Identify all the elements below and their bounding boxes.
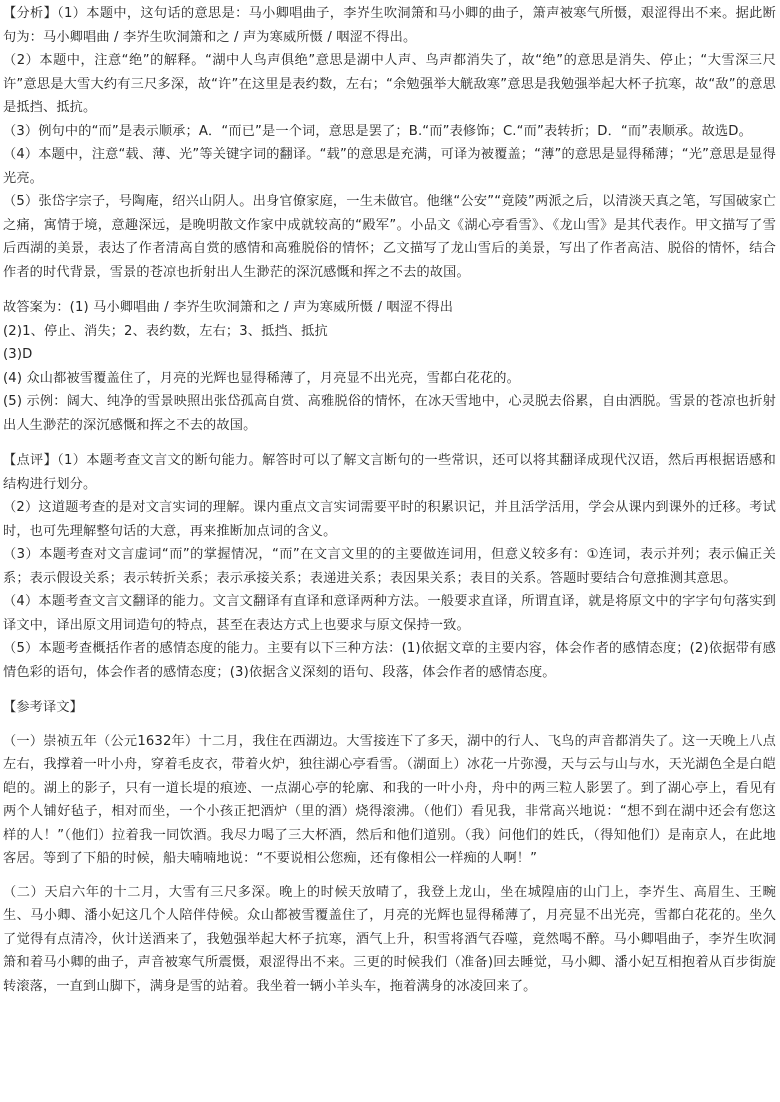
answer-3: (3)D	[3, 347, 33, 362]
answer-1: 故答案为：(1) 马小卿唱曲 / 李岕生吹洞箫和之 / 声为寒威所慑 / 咽涩不得出	[3, 300, 454, 315]
analysis-part-1: 【分析】（1）本题中，这句话的意思是：马小卿唱曲子，李岕生吹洞箫和马小卿的曲子，箫声被寒气所慑，艰涩得出不来。据此断句为：马小卿唱曲 / 李岕生吹洞箫和之 / 声为寒威所慑 / 咽涩不得出。	[3, 6, 776, 45]
comment-part-2: （2）这道题考查的是对文言实词的理解。课内重点文言实词需要平时的积累识记，并且活学活用，学会从课内到课外的迁移。考试时，也可先理解整句话的大意，再来推断加点词的含义。	[3, 500, 776, 539]
comment-part-5: （5）本题考查概括作者的感情态度的能力。主要有以下三种方法：(1)依据文章的主要内容，体会作者的感情态度；(2)依据带有感情色彩的语句，体会作者的感情态度；(3)依据含义深刻的语句、段落，体会作者的感情态度。	[3, 641, 776, 680]
answer-2: (2)1、停止、消失；2、表约数，左右；3、抵挡、抵抗	[3, 323, 328, 339]
analysis-part-3: （3）例句中的“而”是表示顺承；A．“而已”是一个词，意思是罢了；B.“而”表修饰；C.“而”表转折；D．“而”表顺承。故选D。	[3, 123, 752, 139]
answer-5: (5) 示例：阔大、纯净的雪景映照出张岱孤高自赏、高雅脱俗的情怀，在冰天雪地中，心灵脱去俗累，自由洒脱。雪景的苍凉也折射出人生渺茫的深沉感慨和挥之不去的故国。	[3, 394, 776, 433]
comment-part-4: （4）本题考查文言文翻译的能力。文言文翻译有直译和意译两种方法。一般要求直译，所谓直译，就是将原文中的字字句句落实到译文中，译出原文用词造句的特点，甚至在表达方式上也要求与原文保持一致。	[3, 594, 776, 633]
translation-part-2: （二）天启六年的十二月，大雪有三尺多深。晚上的时候天放晴了，我登上龙山，坐在城隍庙的山门上，李岕生、高眉生、王畹生、马小卿、潘小妃这几个人陪伴侍候。众山都被雪覆盖住了，月亮的光辉也显得稀薄了，月亮显不出光亮，雪都白花花的。坐久了觉得有点清冷，伙计送酒来了，我勉强举起大杯子抗寒，酒气上升，积雪将酒气吞噬，竟然喝不醉。马小卿唱曲子，李岕生吹洞箫和着马小卿的曲子，声音被寒气所震慑，艰涩得出不来。三更的时候我们（准备)回去睡觉，马小卿、潘小妃互相抱着从百步街旋转滚落，一直到山脚下，满身是雪的站着。我坐着一辆小羊头车，拖着满身的冰凌回来了。	[3, 884, 776, 994]
translation-heading: 【参考译文】	[3, 700, 84, 715]
comment-part-1: 【点评】（1）本题考查文言文的断句能力。解答时可以了解文言断句的一些常识，还可以将其翻译成现代汉语，然后再根据语感和结构进行划分。	[3, 453, 776, 492]
analysis-part-5: （5）张岱字宗子，号陶庵，绍兴山阴人。出身官僚家庭，一生未做官。他继“公安”“竟陵”两派之后，以清淡天真之笔，写国破家亡之痛，寓情于境，意趣深远，是晚明散文作家中成就较高的“殿军”。小品文《湖心亭看雪》、《龙山雪》是其代表作。甲文描写了雪后西湖的美景，表达了作者清高自赏的感情和高雅脱俗的情怀；乙文描写了龙山雪后的美景，写出了作者高洁、脱俗的情怀，结合作者的时代背景，雪景的苍凉也折射出人生渺茫的深沉感慨和挥之不去的故国。	[3, 194, 776, 280]
comment-part-3: （3）本题考查对文言虚词“而”的掌握情况，“而”在文言文里的的主要做连词用，但意义较多有：①连词，表示并列；表示偏正关系；表示假设关系；表示转折关系；表示承接关系；表递进关系；表因果关系；表目的关系。答题时要结合句意推测其意思。	[3, 547, 776, 586]
answer-4: (4) 众山都被雪覆盖住了，月亮的光辉也显得稀薄了，月亮显不出光亮，雪都白花花的。	[3, 370, 520, 386]
translation-part-1: （一）崇祯五年（公元1632年）十二月，我住在西湖边。大雪接连下了多天，湖中的行人、飞鸟的声音都消失了。这一天晚上八点左右，我撑着一叶小舟，穿着毛皮衣，带着火炉，独往湖心亭看雪。（湖面上）冰花一片弥漫，天与云与山与水，天光湖色全是白皑皑的。湖上的影子，只有一道长堤的痕迹、一点湖心亭的轮廓、和我的一叶小舟，舟中的两三粒人影罢了。到了湖心亭上，看见有两个人铺好毡子，相对而坐，一个小孩正把酒炉（里的酒）烧得滚沸。（他们）看见我，非常高兴地说：“想不到在湖中还会有您这样的人！”（他们）拉着我一同饮酒。我尽力喝了三大杯酒，然后和他们道别。（我）问他们的姓氏，（得知他们）是南京人，在此地客居。等到了下船的时候，船夫喃喃地说：“不要说相公您痴，还有像相公一样痴的人啊！”	[3, 733, 776, 866]
analysis-part-4: （4）本题中，注意“载、薄、光”等关键字词的翻译。“载”的意思是充满，可译为被覆盖；“薄”的意思是显得稀薄；“光”意思是显得光亮。	[3, 147, 776, 186]
analysis-part-2: （2）本题中，注意“绝”的解释。“湖中人鸟声俱绝”意思是湖中人声、鸟声都消失了，故“绝”的意思是消失、停止；“大雪深三尺许”意思是大雪大约有三尺多深，故“许”在这里是表约数，左右；“余勉强举大觥敌寒”意思是我勉强举起大杯子抗寒，故“敌”的意思是抵挡、抵抗。	[3, 53, 776, 115]
